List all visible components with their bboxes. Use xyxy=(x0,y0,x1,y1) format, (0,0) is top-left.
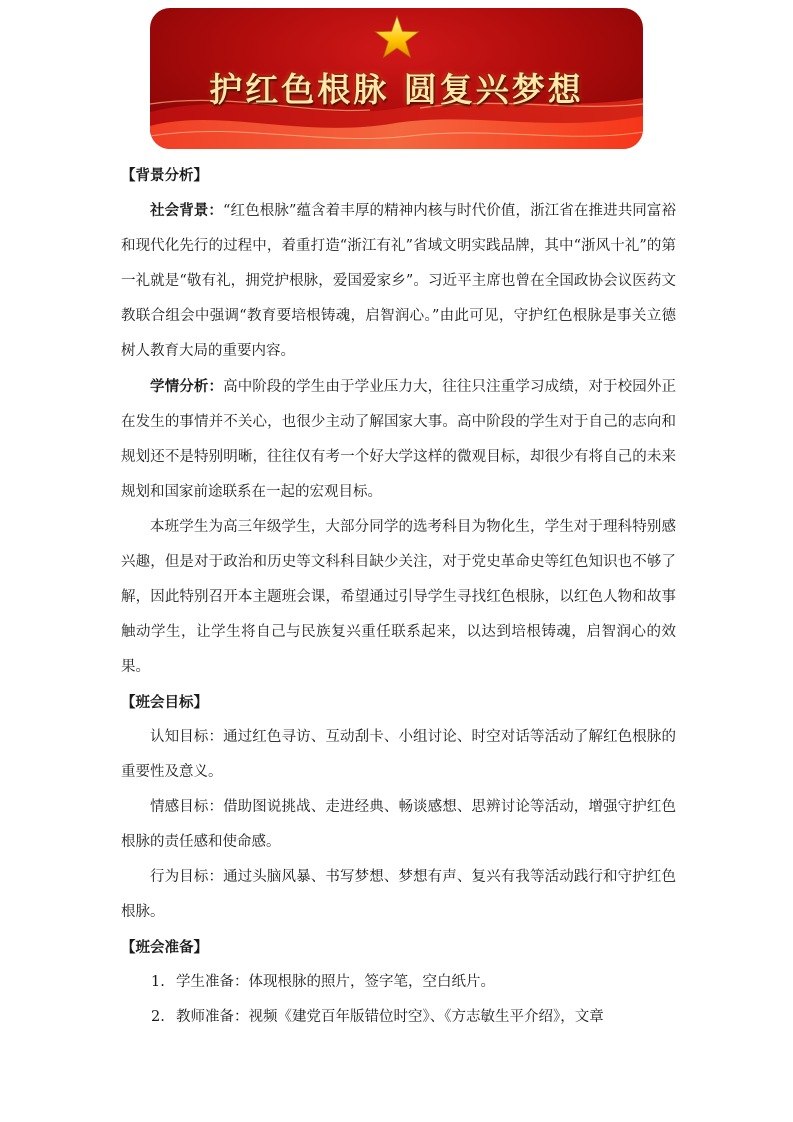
student-analysis-paragraph xyxy=(121,369,676,510)
star-icon xyxy=(374,14,420,60)
behavioral-goal-paragraph: 行为目标：通过头脑风暴、书写梦想、梦想有声、复兴有我等活动践行和守护红色根脉。 xyxy=(121,869,676,920)
banner-title: 护红色根脉 圆复兴梦想 xyxy=(209,70,584,109)
social-background-label: 社会背景： xyxy=(150,202,224,219)
list-item xyxy=(121,965,676,1000)
list-item-number: 2. xyxy=(151,1009,165,1025)
list-item xyxy=(121,1000,676,1035)
list-item-text: 教师准备：视频《建党百年版错位时空》、《方志敏生平介绍》，文章 xyxy=(176,1009,604,1025)
student-analysis-label: 学情分析： xyxy=(150,378,224,395)
class-description-paragraph: 本班学生为高三年级学生，大部分同学的选考科目为物化生，学生对于理科特别感兴趣，但是对于政治和历史等文科科目缺少关注，对于党史革命史等红色知识也不够了解，因此特别召开本主题班会课，希望通过引导学生寻找红色根脉，以红色人物和故事触动学生，让学生将自己与民族复兴重任联系起来，以达到培根铸魂，启智润心的效果。 xyxy=(121,519,676,675)
social-background-text: “红色根脉”蕴含着丰厚的精神内核与时代价值，浙江省在推进共同富裕和现代化先行的过程中，着重打造“浙江有礼”省域文明实践品牌，其中“浙风十礼”的第一礼就是“敬有礼，拥党护根脉，爱国爱家乡”。习近平主席也曾在全国政协会议医药文教联合组会中强调“教育要培根铸魂，启智润心。”由此可见，守护红色根脉是事关立德树人教育大局的重要内容。 xyxy=(121,203,677,359)
list-item-text: 学生准备：体现根脉的照片，签字笔，空白纸片。 xyxy=(176,974,495,990)
document-body xyxy=(121,158,676,1035)
section-heading-background: 【背景分析】 xyxy=(121,167,208,184)
student-analysis-text: 高中阶段的学生由于学业压力大，往往只注重学习成绩，对于校园外正在发生的事情并不关心，也很少主动了解国家大事。高中阶段的学生对于自己的志向和规划还不是特别明晰，往往仅有考一个好大学这样的微观目标，却很少有将自己的未来规划和国家前途联系在一起的宏观目标。 xyxy=(121,379,677,500)
list-item-number: 1. xyxy=(151,974,165,990)
section-heading-preparation: 【班会准备】 xyxy=(121,939,208,956)
social-background-paragraph xyxy=(121,193,676,369)
cognitive-goal-paragraph: 认知目标：通过红色寻访、互动刮卡、小组讨论、时空对话等活动了解红色根脉的重要性及意义。 xyxy=(121,729,676,780)
header-banner xyxy=(150,8,643,149)
emotional-goal-paragraph: 情感目标：借助图说挑战、走进经典、畅谈感想、思辨讨论等活动，增强守护红色根脉的责任感和使命感。 xyxy=(121,799,676,850)
section-heading-goals: 【班会目标】 xyxy=(121,694,208,711)
